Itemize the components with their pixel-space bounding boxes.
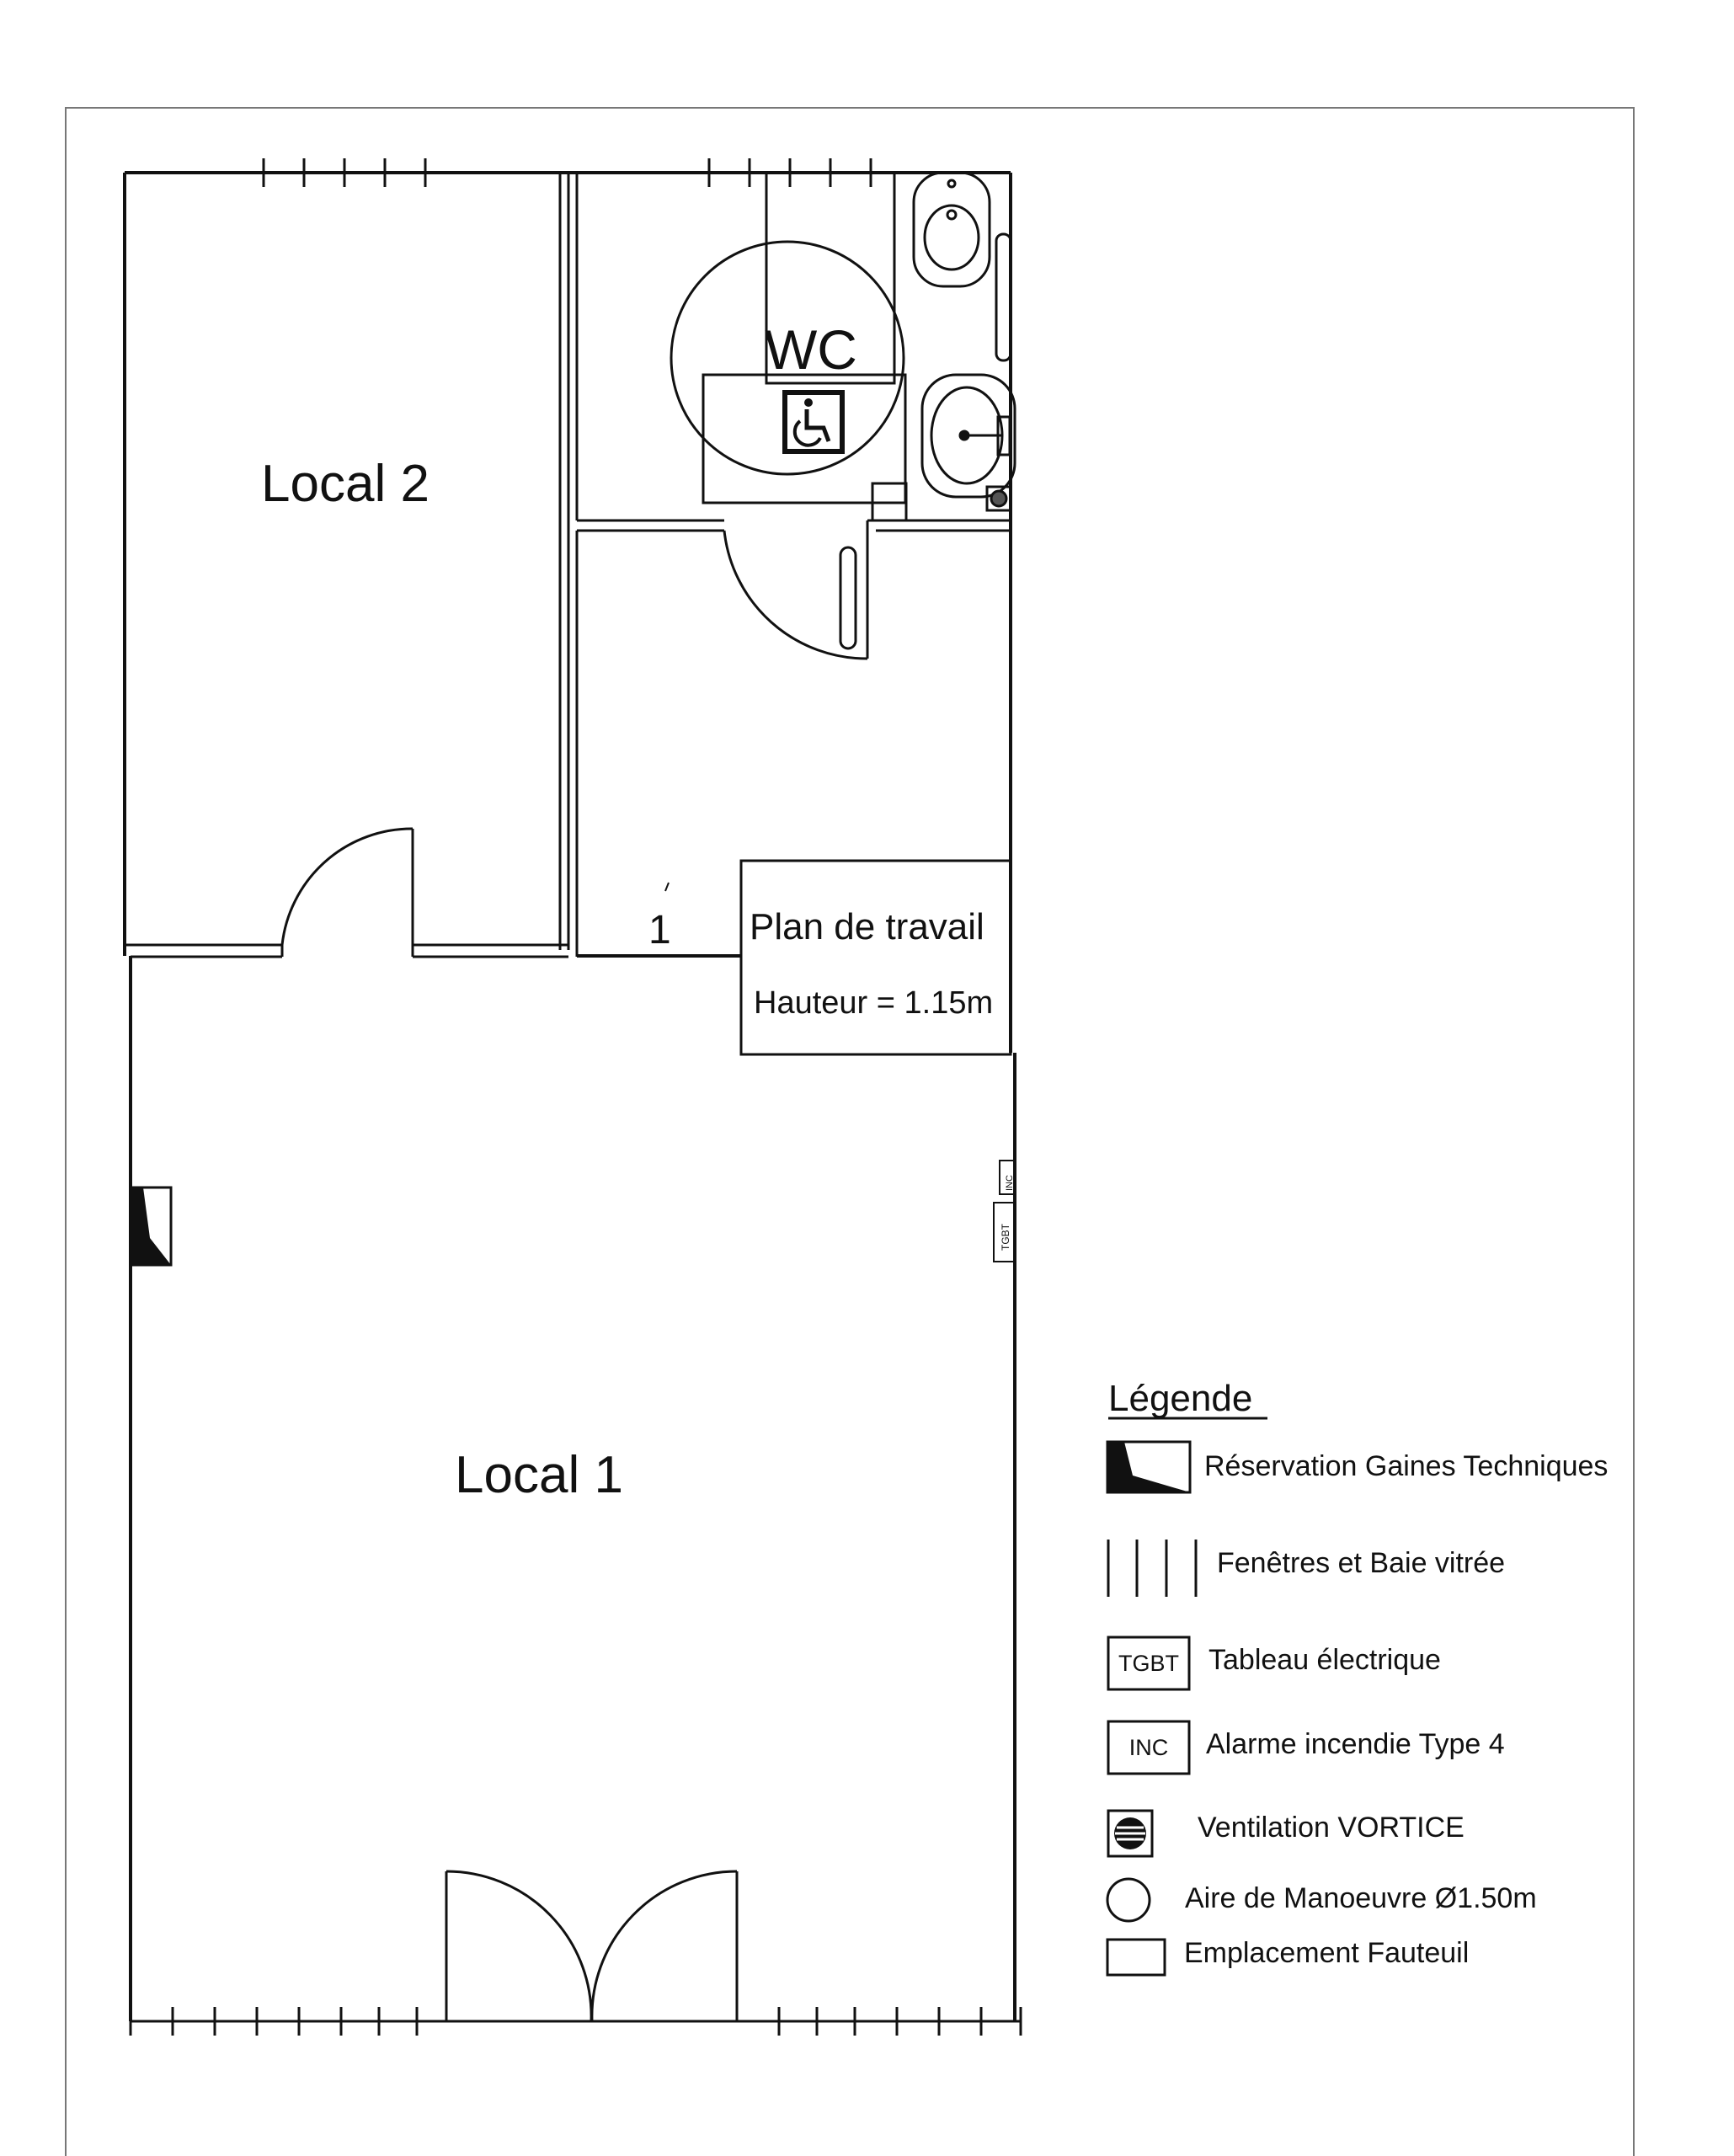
workbench-height: Hauteur = 1.15m: [754, 985, 994, 1021]
room-label-local1: Local 1: [455, 1446, 623, 1504]
legend-item-label: Alarme incendie Type 4: [1206, 1728, 1505, 1760]
bottom-wall: [131, 1871, 1021, 2036]
duct-reservation-icon: [1107, 1442, 1190, 1492]
legend-item-label: Tableau électrique: [1208, 1644, 1441, 1676]
wheelchair-spot-icon: [1107, 1940, 1165, 1975]
tgbt-icon: [1108, 1637, 1189, 1689]
manoeuvre-circle-icon: [1107, 1879, 1150, 1921]
ventilation-icon: [1108, 1811, 1152, 1856]
tgbt-tag: TGBT: [1000, 1224, 1011, 1251]
legend-item-label: Réservation Gaines Techniques: [1204, 1450, 1609, 1482]
legend-item-label: Ventilation VORTICE: [1198, 1812, 1465, 1844]
svg-text:TGBT: TGBT: [1118, 1651, 1179, 1676]
window-icon: [1108, 1540, 1196, 1597]
legend-heading: Légende: [1108, 1378, 1253, 1419]
workbench-title: Plan de travail: [750, 906, 984, 947]
wc-walls: [577, 173, 1011, 957]
inc-icon: [1108, 1721, 1189, 1774]
workbench-marker: 1: [648, 908, 671, 953]
sheet-border: [66, 108, 1634, 2156]
legend: [1107, 1378, 1608, 1975]
legend-item-label: Aire de Manoeuvre Ø1.50m: [1185, 1882, 1537, 1914]
legend-item-label: Emplacement Fauteuil: [1184, 1937, 1470, 1969]
inc-tag: INC: [1005, 1175, 1015, 1191]
floor-plan: [125, 158, 1021, 2036]
local2-walls: [125, 173, 568, 957]
legend-item-label: Fenêtres et Baie vitrée: [1217, 1547, 1506, 1579]
entrance-double-door: [446, 1871, 737, 2021]
room-label-local2: Local 2: [261, 455, 429, 513]
duct-reservation: [131, 1187, 171, 1265]
wheelchair-icon: [785, 392, 842, 451]
workbench-box: [741, 861, 1011, 1054]
room-label-wc: WC: [765, 318, 857, 381]
svg-text:INC: INC: [1128, 1735, 1169, 1760]
